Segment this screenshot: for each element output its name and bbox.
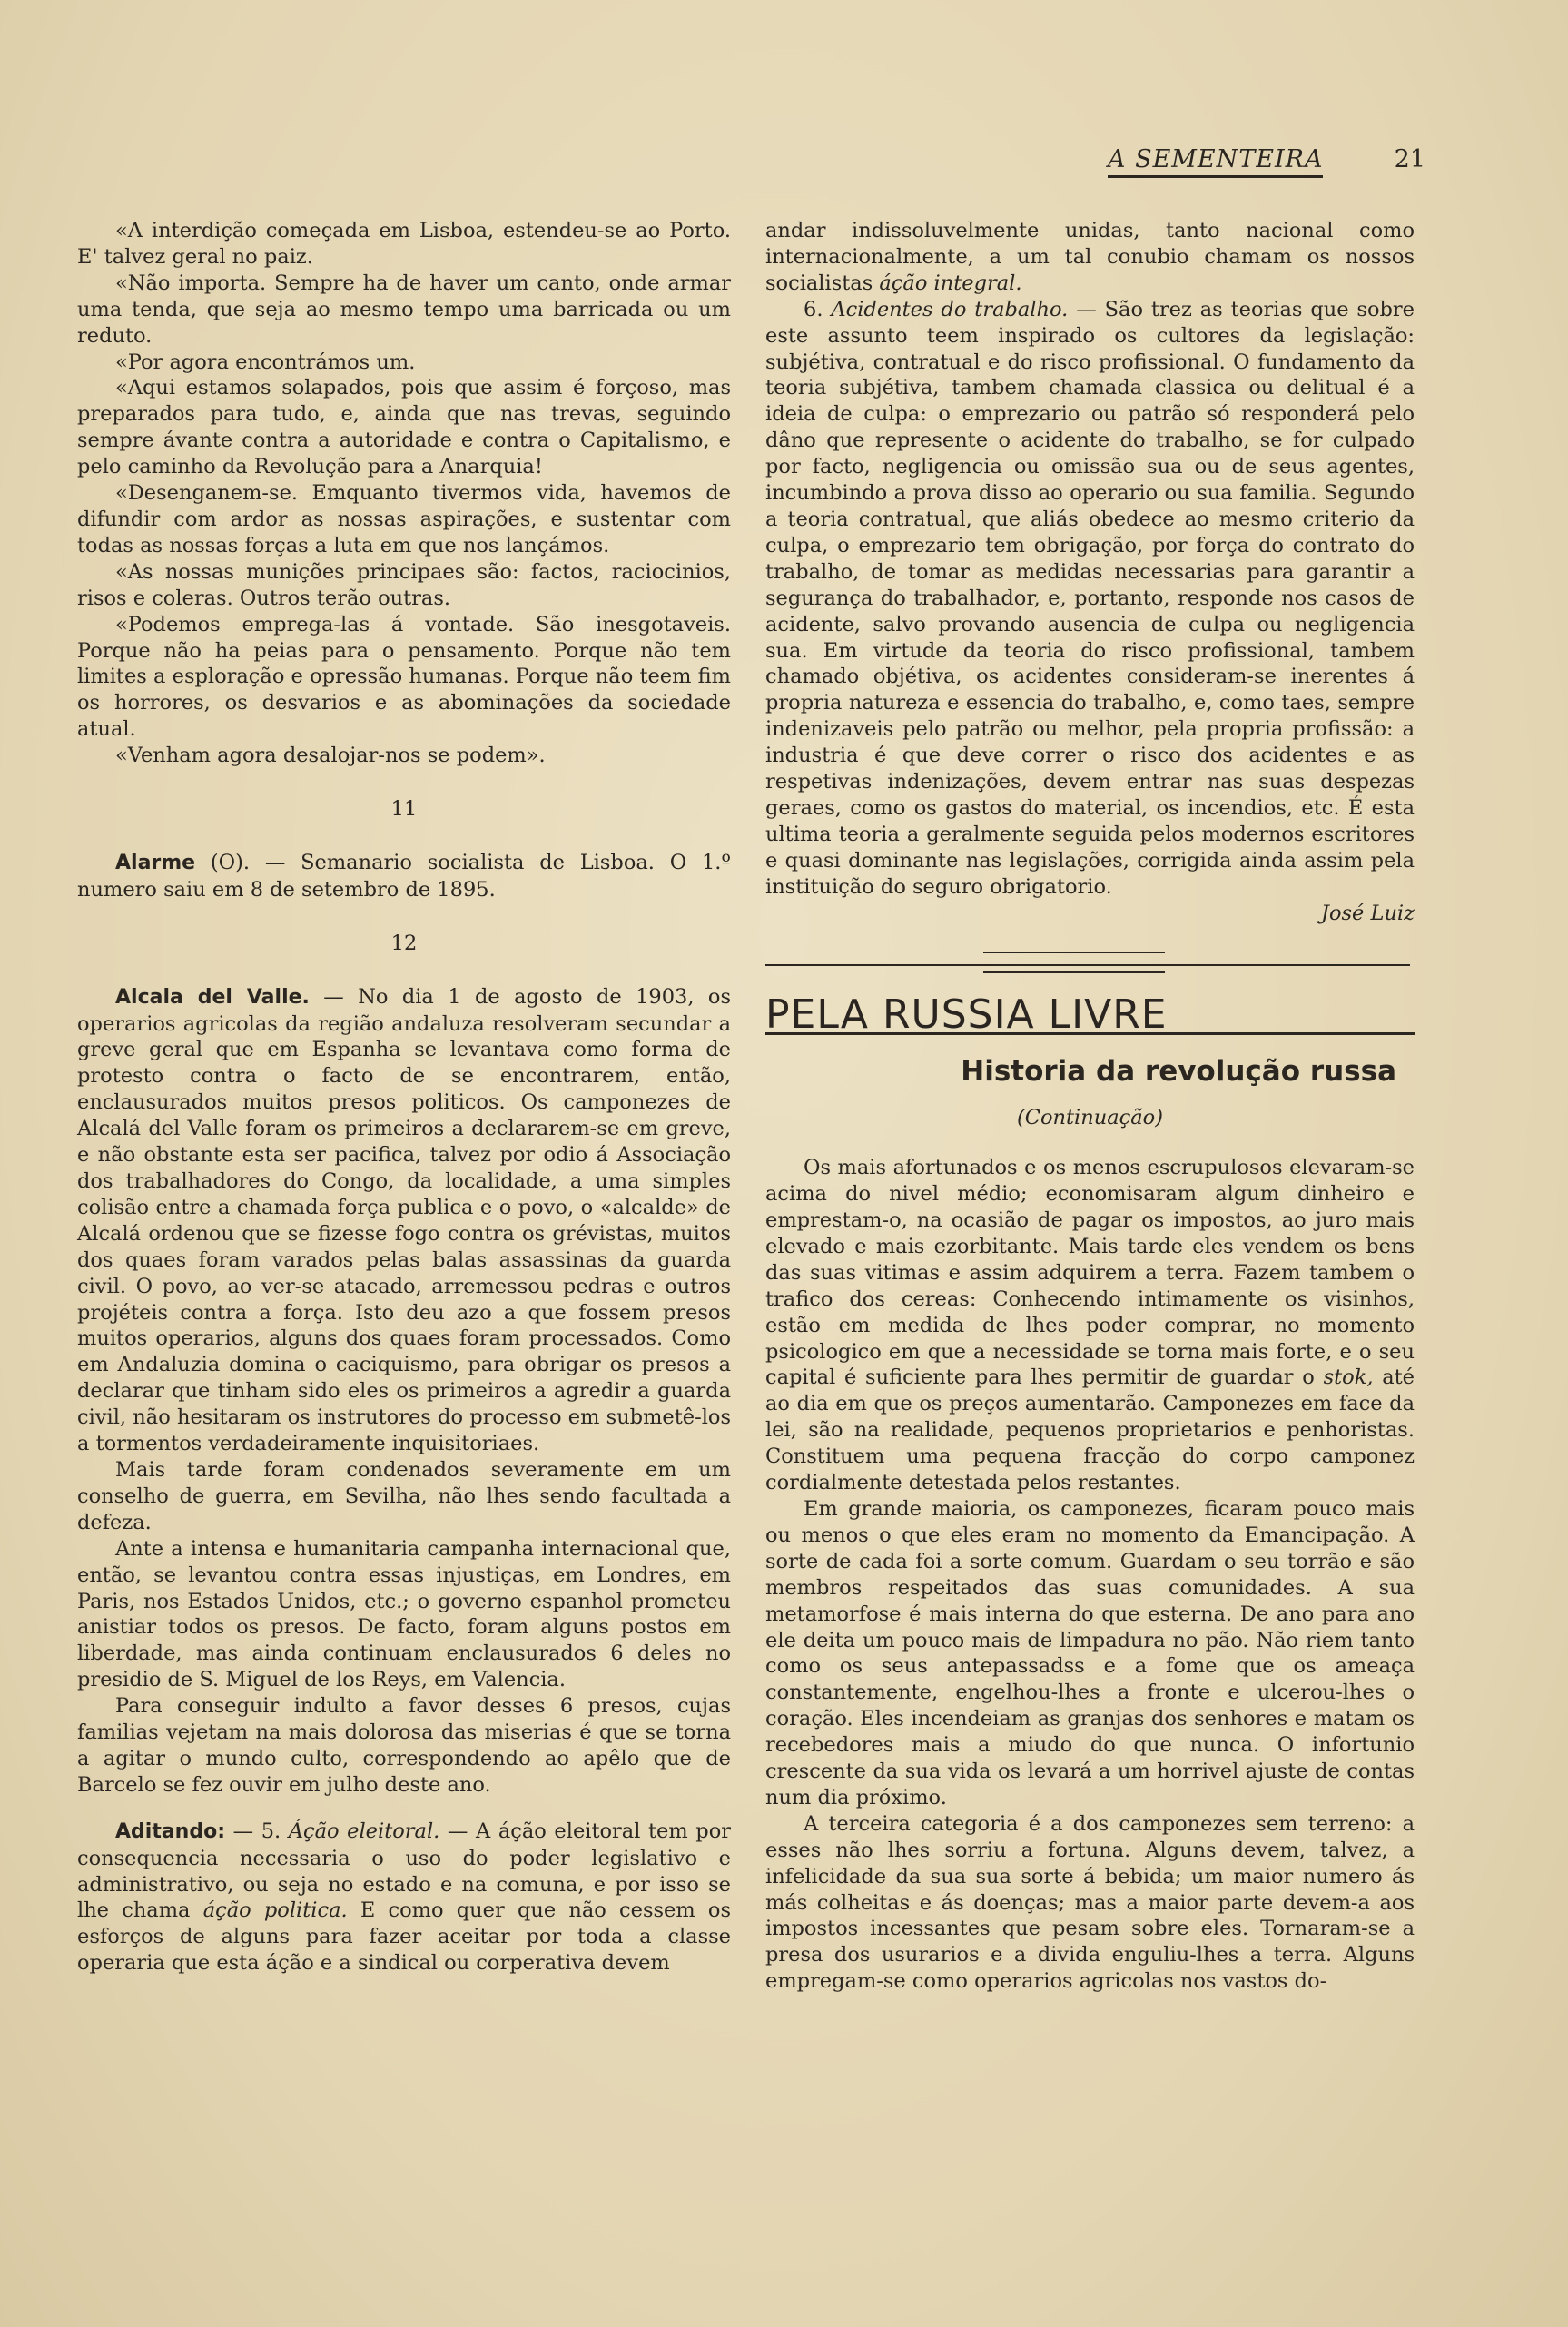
separator-line bbox=[983, 971, 1165, 973]
entry-number: 12 bbox=[390, 931, 418, 955]
entry-text: — A áção eleitoral tem por consequencia necessaria o uso do poder legislativo e administrativo, ou seja no estado e na comuna, e por isso se lhe chama bbox=[77, 1819, 731, 1923]
entry-alarme bbox=[77, 850, 731, 903]
section-title: PELA RUSSIA LIVRE bbox=[765, 991, 1168, 1039]
section-separator bbox=[765, 944, 1415, 981]
entry-text: E como quer que não cessem os esforços de alguns para fazer aceitar por toda a classe operaria que esta áção e a sindical ou corperativa devem bbox=[77, 1898, 732, 1976]
paragraph: Ante a intensa e humanitaria campanha internacional que, então, se levantou contra essas injustiças, em Londres, em Paris, nos Estados Unidos, etc.; o governo espanhol prometeu anistiar todos os presos. De facto, foram alguns postos em liberdade, mas ainda continuam enclausurados 6 deles no presidio de S. Miguel de los Reys, em Valencia. bbox=[77, 1536, 731, 1692]
paragraph: «Podemos emprega-las á vontade. São inesgotaveis. Porque não ha peias para o pensamento. Porque não tem limites a esploração e opressão humanas. Porque não teem fim os horrores, os desvarios e as abominações da sociedade atual. bbox=[77, 612, 731, 742]
entry-italic: Acidentes do trabalho. bbox=[831, 297, 1069, 321]
paragraph bbox=[765, 218, 1415, 297]
entry-text: (O). — Semanario socialista de Lisboa. O 1.º numero saiu em 8 de setembro de 1895. bbox=[77, 850, 731, 902]
paragraph bbox=[765, 1155, 1415, 1496]
paragraph: Mais tarde foram condenados severamente em um conselho de guerra, em Sevilha, não lhes sendo facultada a defeza. bbox=[77, 1457, 731, 1534]
paragraph: Para conseguir indulto a favor desses 6 presos, cujas familias vejetam na mais dolorosa das miserias é que se torna a agitar o mundo culto, correspondendo ao apêlo que de Barcelo se fez ouvir em julho deste ano. bbox=[77, 1694, 731, 1797]
entry-heading: Alarme bbox=[115, 851, 196, 874]
entry-text: andar indissoluvelmente unidas, tanto nacional como internacionalmente, a um tal conubio chamam os nossos socialistas bbox=[765, 219, 1415, 295]
entry-text: — 5. bbox=[225, 1819, 289, 1843]
paragraph: Em grande maioria, os camponezes, ficaram pouco mais ou menos o que eles eram no momento da Emancipação. A sorte de cada foi a sorte comum. Guardam o seu torrão e são membros respeitados das suas comunidades. A sua metamorfose é mais interna do que esterna. De ano para ano ele deita um pouco mais de limpadura no pão. Não riem tanto como os seus antepassadss e a fome que os ameaça constantemente, engelhou-lhes a fronte e ulcerou-lhes o coração. Eles incendeiam as granjas dos senhores e matam os recebedores mais a miudo do que nunca. O infortunio crescente da sua vida os levará a um horrivel ajuste de contas num dia próximo. bbox=[765, 1496, 1415, 1809]
entry-text: — No dia 1 de agosto de 1903, os operarios agricolas da região andaluza resolveram secundar a greve geral que em Espanha se levantava como forma de protesto contra o facto de se encontrarem, então, enclausurados muitos presos politicos. Os camponezes de Alcalá del Valle foram os primeiros a declararem-se em greve, e não obstante esta ser pacifica, talvez por odio á Associação dos trabalhadores do Congo, da localidade, a uma simples colisão entre a chamada força publica e o povo, o «alcalde» de Alcalá ordenou que se fizesse fogo contra os grévistas, muitos dos quaes foram varados pelas balas assassinas da guarda civil. O povo, ao ver-se atacado, arremessou pedras e outros projéteis contra a força. Isto deu azo a que fossem presos muitos operarios, alguns dos quaes foram processados. Como em Andaluzia domina o caciquismo, para obrigar os presos a declarar que tinham sido eles os primeiros a agredir a guarda civil, não hesitaram os instrutores do processo em submetê-los a tormentos verdadeiramente inquisitoriaes. bbox=[77, 984, 732, 1456]
entry-text: 6. bbox=[804, 297, 832, 321]
separator-line bbox=[765, 964, 1410, 966]
entry-text: até ao dia em que os preços aumentarão. Camponezes em face da lei, são na realidade, pequenos proprietarios e penhoristas. Constituem uma pequena fracção do corpo camponez cordialmente detestada pelos restantes. bbox=[765, 1366, 1415, 1495]
entry-aditando bbox=[77, 1819, 731, 1977]
entry-italic: áção politica. bbox=[202, 1898, 348, 1923]
entry-italic: áção integral. bbox=[879, 271, 1022, 295]
entry-italic: stok, bbox=[1323, 1366, 1374, 1390]
paragraph: «Por agora encontrámos um. bbox=[115, 350, 416, 374]
paragraph: «Não importa. Sempre ha de haver um canto, onde armar uma tenda, que seja ao mesmo tempo uma barricada ou um reduto. bbox=[77, 271, 731, 348]
paragraph: «Venham agora desalojar-nos se podem». bbox=[115, 744, 546, 768]
paragraph: «A interdição começada em Lisboa, estendeu-se ao Porto. E' talvez geral no paiz. bbox=[77, 219, 731, 269]
paragraph: «Desenganem-se. Emquanto tivermos vida, havemos de difundir com ardor as nossas aspirações, e sustentar com todas as nossas forças a luta em que nos lançámos. bbox=[77, 481, 731, 557]
paragraph: «Aqui estamos solapados, pois que assim é forçoso, mas preparados para tudo, e, ainda que nas trevas, seguindo sempre ávante contra a autoridade e contra o Capitalismo, e pelo caminho da Revolução para a Anarquia! bbox=[77, 376, 731, 479]
entry-text: — São trez as teorias que sobre este assunto teem inspirado os cultores da legislação: subjétiva, contratual e do risco profissional. O fundamento da teoria subjétiva, tambem chamada classica ou delitual é a ideia de culpa: o emprezario ou patrão só responderá pelo dâno que represente o acidente do trabalho, se for culpado por facto, negligencia ou omissão sua ou de seus agentes, incumbindo a prova disso ao operario ou sua familia. Segundo a teoria contratual, que aliás obedece ao mesmo criterio da culpa, o emprezario tem obrigação, por força do contrato do trabalho, de tomar as medidas necessarias para garantir a segurança do trabalhador, e, portanto, responde nos casos de acidente, salvo provando ausencia de culpa ou negligencia sua. Em virtude da teoria do risco profissional, tambem chamado objétiva, os acidentes consideram-se inerentes á propria natureza e essencia do trabalho, e, como taes, sempre indenizaveis pelo patrão ou melhor, pela propria profissão: a industria é que deve correr o risco dos acidentes e as respetivas indenizações, devem entrar nas suas despezas geraes, como os gastos do material, os incendios, etc. É esta ultima teoria a geralmente seguida pelos modernos escritores e quasi dominante nas legislações, corrigida ainda assim pela instituição do seguro obrigatorio. bbox=[765, 297, 1415, 899]
entry-alcala bbox=[77, 984, 731, 1457]
running-header bbox=[1108, 145, 1425, 191]
separator-line bbox=[983, 952, 1165, 953]
article-subtitle: Historia da revolução russa bbox=[961, 1055, 1396, 1089]
page-number: 21 bbox=[1394, 145, 1425, 173]
entry-acidentes bbox=[765, 297, 1415, 901]
paragraph: A terceira categoria é a dos camponezes sem terreno: a esses não lhes sorriu a fortuna. Alguns devem, talvez, a infelicidade da sua sua sorte á bebida; um maior numero ás más colheitas e ás doenças; mas a maior parte devem-a aos impostos incessantes que pesam sobre eles. Tornaram-se a presa dos usurarios e a divida enguliu-lhes a terra. Alguns empregam-se como operarios agricolas nos vastos do- bbox=[765, 1811, 1415, 1994]
entry-text: Os mais afortunados e os menos escrupulosos elevaram-se acima do nivel médio; economisaram algum dinheiro e emprestam-o, na ocasião de pagar os impostos, ao juro mais elevado e mais ezorbitante. Mais tarde eles vendem os bens das suas vitimas e assim adquirem a terra. Fazem tambem o trafico dos cereas: Conhecendo intimamente os visinhos, estão em medida de lhes poder comprar, no momento psicologico em que a necessidade se torna mais forte, e o seu capital é suficiente para lhes permitir de guardar o bbox=[765, 1156, 1415, 1390]
left-column bbox=[77, 218, 731, 1977]
entry-heading: Aditando: bbox=[115, 1819, 225, 1843]
entry-italic: Áção eleitoral. bbox=[288, 1819, 440, 1843]
journal-title: A SEMENTEIRA bbox=[1108, 145, 1323, 178]
entry-number: 11 bbox=[390, 797, 418, 822]
continuation-note: (Continuação) bbox=[1016, 1106, 1163, 1130]
author-signature: José Luiz bbox=[1320, 901, 1415, 925]
entry-heading: Alcala del Valle. bbox=[115, 985, 310, 1009]
right-column bbox=[765, 218, 1415, 1995]
paragraph: «As nossas munições principaes são: factos, raciocinios, risos e coleras. Outros terão outras. bbox=[77, 559, 731, 610]
